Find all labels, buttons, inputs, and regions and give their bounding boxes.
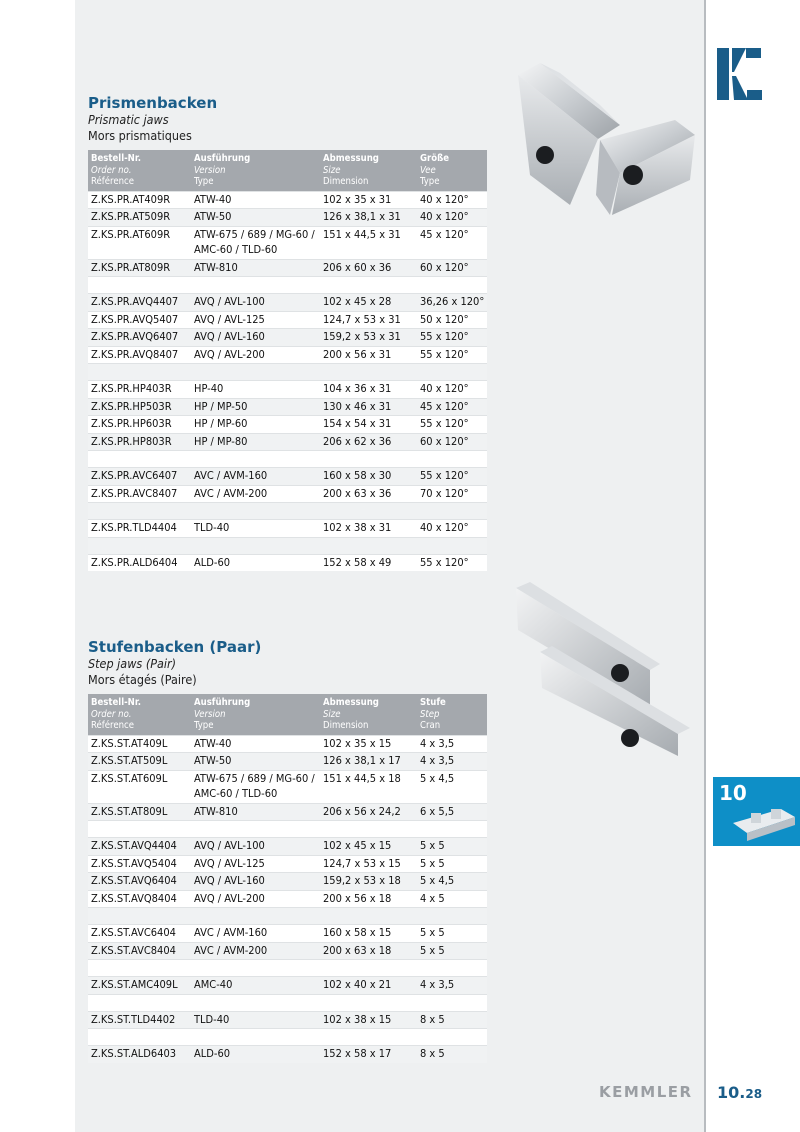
size-cell: 70 x 120° bbox=[417, 485, 487, 503]
dimension-cell: 160 x 58 x 30 bbox=[320, 468, 417, 486]
column-header-line: Vee bbox=[420, 164, 436, 176]
column-header-line: Cran bbox=[420, 720, 441, 731]
dimension-cell: 102 x 45 x 15 bbox=[320, 838, 417, 856]
table-row bbox=[88, 537, 487, 554]
dimension-cell bbox=[320, 994, 417, 1011]
version-cell: AVC / AVM-200 bbox=[191, 942, 320, 960]
version-cell: AVQ / AVL-125 bbox=[191, 855, 320, 873]
table-row bbox=[88, 735, 487, 753]
size-cell: 50 x 120° bbox=[417, 311, 487, 329]
version-cell bbox=[191, 451, 320, 468]
table-row bbox=[88, 821, 487, 838]
version-cell: ATW-810 bbox=[191, 259, 320, 277]
order-number-cell: Z.KS.PR.ALD6404 bbox=[88, 554, 191, 571]
table-row bbox=[88, 433, 487, 451]
order-number-cell: Z.KS.ST.AVQ6404 bbox=[88, 873, 191, 891]
column-header-line: Type bbox=[420, 176, 440, 187]
dimension-cell: 206 x 60 x 36 bbox=[320, 259, 417, 277]
column-header bbox=[417, 694, 487, 735]
vise-icon bbox=[731, 803, 797, 843]
order-number-cell bbox=[88, 821, 191, 838]
order-number-cell: Z.KS.ST.AVQ4404 bbox=[88, 838, 191, 856]
dimension-cell bbox=[320, 908, 417, 925]
page-number bbox=[717, 1083, 762, 1102]
table-row bbox=[88, 554, 487, 571]
order-number-cell: Z.KS.ST.TLD4402 bbox=[88, 1011, 191, 1029]
version-cell bbox=[191, 908, 320, 925]
size-cell: 40 x 120° bbox=[417, 191, 487, 209]
dimension-cell bbox=[320, 821, 417, 838]
column-header-line: Bestell-Nr. bbox=[91, 697, 141, 708]
order-number-cell: Z.KS.PR.HP803R bbox=[88, 433, 191, 451]
column-header-line: Abmessung bbox=[323, 153, 379, 164]
version-cell bbox=[191, 960, 320, 977]
table-row bbox=[88, 520, 487, 538]
size-cell: 60 x 120° bbox=[417, 433, 487, 451]
version-cell bbox=[191, 503, 320, 520]
version-cell: HP / MP-80 bbox=[191, 433, 320, 451]
dimension-cell: 102 x 38 x 15 bbox=[320, 1011, 417, 1029]
dimension-cell: 200 x 56 x 31 bbox=[320, 346, 417, 364]
order-number-cell: Z.KS.PR.AVQ8407 bbox=[88, 346, 191, 364]
table-row bbox=[88, 277, 487, 294]
dimension-cell: 206 x 62 x 36 bbox=[320, 433, 417, 451]
column-header-line: Stufe bbox=[420, 697, 446, 708]
version-cell bbox=[191, 821, 320, 838]
dimension-cell: 151 x 44,5 x 18 bbox=[320, 770, 417, 803]
order-number-cell: Z.KS.PR.HP603R bbox=[88, 416, 191, 434]
order-number-cell: Z.KS.ST.AT409L bbox=[88, 735, 191, 753]
dimension-cell: 152 x 58 x 17 bbox=[320, 1046, 417, 1063]
table-row bbox=[88, 855, 487, 873]
order-number-cell bbox=[88, 994, 191, 1011]
table-row bbox=[88, 890, 487, 908]
order-number-cell bbox=[88, 277, 191, 294]
dimension-cell: 130 x 46 x 31 bbox=[320, 398, 417, 416]
version-cell: ATW-40 bbox=[191, 191, 320, 209]
table-row bbox=[88, 994, 487, 1011]
column-header-line: Référence bbox=[91, 176, 134, 187]
version-cell: AVQ / AVL-100 bbox=[191, 838, 320, 856]
section-subtitle-en: Prismatic jaws bbox=[88, 112, 169, 127]
size-cell: 55 x 120° bbox=[417, 468, 487, 486]
table-row bbox=[88, 770, 487, 803]
dimension-cell bbox=[320, 451, 417, 468]
dimension-cell: 104 x 36 x 31 bbox=[320, 381, 417, 399]
order-number-cell: Z.KS.PR.AVC8407 bbox=[88, 485, 191, 503]
margin-divider bbox=[704, 0, 706, 1132]
size-cell: 4 x 5 bbox=[417, 890, 487, 908]
size-cell bbox=[417, 994, 487, 1011]
version-cell bbox=[191, 537, 320, 554]
order-number-cell bbox=[88, 537, 191, 554]
column-header-line: Ausführung bbox=[194, 697, 251, 708]
version-cell: AVQ / AVL-200 bbox=[191, 346, 320, 364]
version-cell bbox=[191, 364, 320, 381]
size-cell: 55 x 120° bbox=[417, 329, 487, 347]
version-cell: HP / MP-60 bbox=[191, 416, 320, 434]
table-row bbox=[88, 329, 487, 347]
version-cell: ATW-675 / 689 / MG-60 / AMC-60 / TLD-60 bbox=[191, 770, 320, 803]
column-header-line: Type bbox=[194, 720, 214, 731]
table-row bbox=[88, 1029, 487, 1046]
order-number-cell bbox=[88, 1029, 191, 1046]
version-cell: AVQ / AVL-125 bbox=[191, 311, 320, 329]
size-cell bbox=[417, 364, 487, 381]
order-number-cell: Z.KS.ST.AT509L bbox=[88, 753, 191, 771]
dimension-cell bbox=[320, 503, 417, 520]
version-cell: ATW-50 bbox=[191, 209, 320, 227]
order-number-cell: Z.KS.PR.AT509R bbox=[88, 209, 191, 227]
version-cell: ATW-675 / 689 / MG-60 / AMC-60 / TLD-60 bbox=[191, 226, 320, 259]
table-row bbox=[88, 294, 487, 312]
size-cell: 4 x 3,5 bbox=[417, 735, 487, 753]
dimension-cell: 159,2 x 53 x 18 bbox=[320, 873, 417, 891]
dimension-cell: 154 x 54 x 31 bbox=[320, 416, 417, 434]
version-cell bbox=[191, 994, 320, 1011]
order-number-cell: Z.KS.ST.AVC6404 bbox=[88, 925, 191, 943]
order-number-cell: Z.KS.PR.HP503R bbox=[88, 398, 191, 416]
size-cell: 40 x 120° bbox=[417, 381, 487, 399]
table-row bbox=[88, 1011, 487, 1029]
column-header-line: Version bbox=[194, 708, 226, 720]
version-cell: ATW-50 bbox=[191, 753, 320, 771]
size-cell bbox=[417, 537, 487, 554]
column-header-line: Size bbox=[323, 164, 341, 176]
version-cell: AMC-40 bbox=[191, 977, 320, 995]
table-row bbox=[88, 451, 487, 468]
order-number-cell: Z.KS.ST.AVQ8404 bbox=[88, 890, 191, 908]
table-row bbox=[88, 311, 487, 329]
size-cell: 5 x 5 bbox=[417, 855, 487, 873]
table-row bbox=[88, 960, 487, 977]
version-cell: AVQ / AVL-100 bbox=[191, 294, 320, 312]
dimension-cell: 102 x 38 x 31 bbox=[320, 520, 417, 538]
size-cell bbox=[417, 821, 487, 838]
version-cell: ALD-60 bbox=[191, 554, 320, 571]
size-cell bbox=[417, 277, 487, 294]
column-header-line: Bestell-Nr. bbox=[91, 153, 141, 164]
column-header-line: Order no. bbox=[91, 164, 132, 176]
order-number-cell bbox=[88, 364, 191, 381]
table-row bbox=[88, 753, 487, 771]
dimension-cell: 160 x 58 x 15 bbox=[320, 925, 417, 943]
column-header-line: Ausführung bbox=[194, 153, 251, 164]
table-row bbox=[88, 346, 487, 364]
table-row bbox=[88, 838, 487, 856]
size-cell bbox=[417, 960, 487, 977]
column-header bbox=[191, 150, 320, 191]
size-cell: 40 x 120° bbox=[417, 520, 487, 538]
version-cell: ATW-810 bbox=[191, 803, 320, 821]
column-header-line: Abmessung bbox=[323, 697, 379, 708]
column-header bbox=[320, 150, 417, 191]
page-number-page: 28 bbox=[745, 1087, 763, 1101]
version-cell: AVQ / AVL-200 bbox=[191, 890, 320, 908]
dimension-cell: 152 x 58 x 49 bbox=[320, 554, 417, 571]
dimension-cell: 124,7 x 53 x 15 bbox=[320, 855, 417, 873]
column-header bbox=[191, 694, 320, 735]
table-row bbox=[88, 908, 487, 925]
size-cell: 5 x 4,5 bbox=[417, 770, 487, 803]
step-jaws-photo bbox=[510, 578, 700, 758]
size-cell: 55 x 120° bbox=[417, 554, 487, 571]
section-subtitle-fr: Mors prismatiques bbox=[88, 128, 192, 143]
column-header bbox=[88, 150, 191, 191]
section-title: Prismenbacken bbox=[88, 94, 218, 112]
dimension-cell: 206 x 56 x 24,2 bbox=[320, 803, 417, 821]
dimension-cell bbox=[320, 960, 417, 977]
column-header-line: Dimension bbox=[323, 720, 369, 731]
table-row bbox=[88, 381, 487, 399]
order-number-cell: Z.KS.ST.AMC409L bbox=[88, 977, 191, 995]
dimension-cell: 200 x 63 x 36 bbox=[320, 485, 417, 503]
dimension-cell bbox=[320, 364, 417, 381]
table-row bbox=[88, 191, 487, 209]
version-cell: HP / MP-50 bbox=[191, 398, 320, 416]
version-cell: TLD-40 bbox=[191, 520, 320, 538]
kemmler-k-logo-icon bbox=[716, 48, 762, 100]
column-header bbox=[88, 694, 191, 735]
version-cell: ALD-60 bbox=[191, 1046, 320, 1063]
table-row bbox=[88, 977, 487, 995]
column-header-line: Size bbox=[323, 708, 341, 720]
section-subtitle-fr: Mors étagés (Paire) bbox=[88, 672, 197, 687]
page-number-chapter: 10. bbox=[717, 1083, 746, 1102]
column-header-line: Référence bbox=[91, 720, 134, 731]
size-cell: 36,26 x 120° bbox=[417, 294, 487, 312]
chapter-tab-number: 10 bbox=[719, 781, 747, 805]
size-cell: 60 x 120° bbox=[417, 259, 487, 277]
table-row bbox=[88, 398, 487, 416]
column-header-line: Dimension bbox=[323, 176, 369, 187]
section-step-jaws bbox=[88, 638, 488, 1063]
dimension-cell: 102 x 45 x 28 bbox=[320, 294, 417, 312]
table-row bbox=[88, 803, 487, 821]
column-header-line: Größe bbox=[420, 153, 450, 164]
dimension-cell: 200 x 56 x 18 bbox=[320, 890, 417, 908]
order-number-cell: Z.KS.ST.AT609L bbox=[88, 770, 191, 803]
dimension-cell bbox=[320, 277, 417, 294]
dimension-cell: 151 x 44,5 x 31 bbox=[320, 226, 417, 259]
size-cell: 5 x 4,5 bbox=[417, 873, 487, 891]
size-cell bbox=[417, 503, 487, 520]
section-subtitle-en: Step jaws (Pair) bbox=[88, 656, 177, 671]
order-number-cell: Z.KS.PR.AVQ6407 bbox=[88, 329, 191, 347]
table-row bbox=[88, 416, 487, 434]
section-prismatic-jaws bbox=[88, 94, 488, 571]
column-header-line: Order no. bbox=[91, 708, 132, 720]
order-number-cell: Z.KS.PR.AT609R bbox=[88, 226, 191, 259]
version-cell: AVC / AVM-160 bbox=[191, 468, 320, 486]
dimension-cell bbox=[320, 537, 417, 554]
version-cell: ATW-40 bbox=[191, 735, 320, 753]
order-number-cell bbox=[88, 908, 191, 925]
column-header bbox=[417, 150, 487, 191]
dimension-cell: 102 x 35 x 31 bbox=[320, 191, 417, 209]
size-cell bbox=[417, 451, 487, 468]
table-row bbox=[88, 925, 487, 943]
size-cell bbox=[417, 908, 487, 925]
size-cell: 55 x 120° bbox=[417, 416, 487, 434]
order-number-cell bbox=[88, 451, 191, 468]
dimension-cell: 102 x 40 x 21 bbox=[320, 977, 417, 995]
table-row bbox=[88, 364, 487, 381]
order-number-cell: Z.KS.PR.HP403R bbox=[88, 381, 191, 399]
version-cell: HP-40 bbox=[191, 381, 320, 399]
order-number-cell: Z.KS.PR.AT809R bbox=[88, 259, 191, 277]
table-row bbox=[88, 942, 487, 960]
order-number-cell bbox=[88, 503, 191, 520]
dimension-cell: 126 x 38,1 x 31 bbox=[320, 209, 417, 227]
dimension-cell: 200 x 63 x 18 bbox=[320, 942, 417, 960]
table-row bbox=[88, 873, 487, 891]
version-cell: AVC / AVM-200 bbox=[191, 485, 320, 503]
size-cell: 55 x 120° bbox=[417, 346, 487, 364]
order-number-cell: Z.KS.PR.AT409R bbox=[88, 191, 191, 209]
brand-name: KEMMLER bbox=[599, 1083, 693, 1101]
dimension-cell bbox=[320, 1029, 417, 1046]
order-number-cell: Z.KS.PR.TLD4404 bbox=[88, 520, 191, 538]
version-cell: AVQ / AVL-160 bbox=[191, 873, 320, 891]
order-number-cell: Z.KS.PR.AVC6407 bbox=[88, 468, 191, 486]
order-number-cell: Z.KS.ST.AVQ5404 bbox=[88, 855, 191, 873]
version-cell bbox=[191, 277, 320, 294]
column-header-line: Step bbox=[420, 708, 440, 720]
version-cell: AVC / AVM-160 bbox=[191, 925, 320, 943]
order-number-cell bbox=[88, 960, 191, 977]
table-row bbox=[88, 503, 487, 520]
size-cell: 8 x 5 bbox=[417, 1046, 487, 1063]
table-row bbox=[88, 1046, 487, 1063]
size-cell: 5 x 5 bbox=[417, 942, 487, 960]
version-cell: AVQ / AVL-160 bbox=[191, 329, 320, 347]
chapter-tab[interactable] bbox=[713, 777, 800, 846]
dimension-cell: 159,2 x 53 x 31 bbox=[320, 329, 417, 347]
order-number-cell: Z.KS.ST.ALD6403 bbox=[88, 1046, 191, 1063]
size-cell: 5 x 5 bbox=[417, 838, 487, 856]
version-cell: TLD-40 bbox=[191, 1011, 320, 1029]
size-cell: 4 x 3,5 bbox=[417, 977, 487, 995]
order-number-cell: Z.KS.PR.AVQ5407 bbox=[88, 311, 191, 329]
size-cell bbox=[417, 1029, 487, 1046]
section-title: Stufenbacken (Paar) bbox=[88, 638, 262, 656]
prismatic-jaws-table bbox=[88, 150, 487, 571]
prismatic-jaws-photo bbox=[500, 55, 700, 220]
column-header-line: Type bbox=[194, 176, 214, 187]
table-row bbox=[88, 485, 487, 503]
order-number-cell: Z.KS.ST.AT809L bbox=[88, 803, 191, 821]
dimension-cell: 126 x 38,1 x 17 bbox=[320, 753, 417, 771]
dimension-cell: 102 x 35 x 15 bbox=[320, 735, 417, 753]
step-jaws-table bbox=[88, 694, 487, 1063]
column-header-line: Version bbox=[194, 164, 226, 176]
size-cell: 5 x 5 bbox=[417, 925, 487, 943]
size-cell: 8 x 5 bbox=[417, 1011, 487, 1029]
size-cell: 45 x 120° bbox=[417, 226, 487, 259]
order-number-cell: Z.KS.PR.AVQ4407 bbox=[88, 294, 191, 312]
dimension-cell: 124,7 x 53 x 31 bbox=[320, 311, 417, 329]
table-row bbox=[88, 468, 487, 486]
table-row bbox=[88, 209, 487, 227]
column-header bbox=[320, 694, 417, 735]
size-cell: 4 x 3,5 bbox=[417, 753, 487, 771]
order-number-cell: Z.KS.ST.AVC8404 bbox=[88, 942, 191, 960]
size-cell: 40 x 120° bbox=[417, 209, 487, 227]
table-row bbox=[88, 226, 487, 259]
version-cell bbox=[191, 1029, 320, 1046]
size-cell: 45 x 120° bbox=[417, 398, 487, 416]
size-cell: 6 x 5,5 bbox=[417, 803, 487, 821]
table-row bbox=[88, 259, 487, 277]
